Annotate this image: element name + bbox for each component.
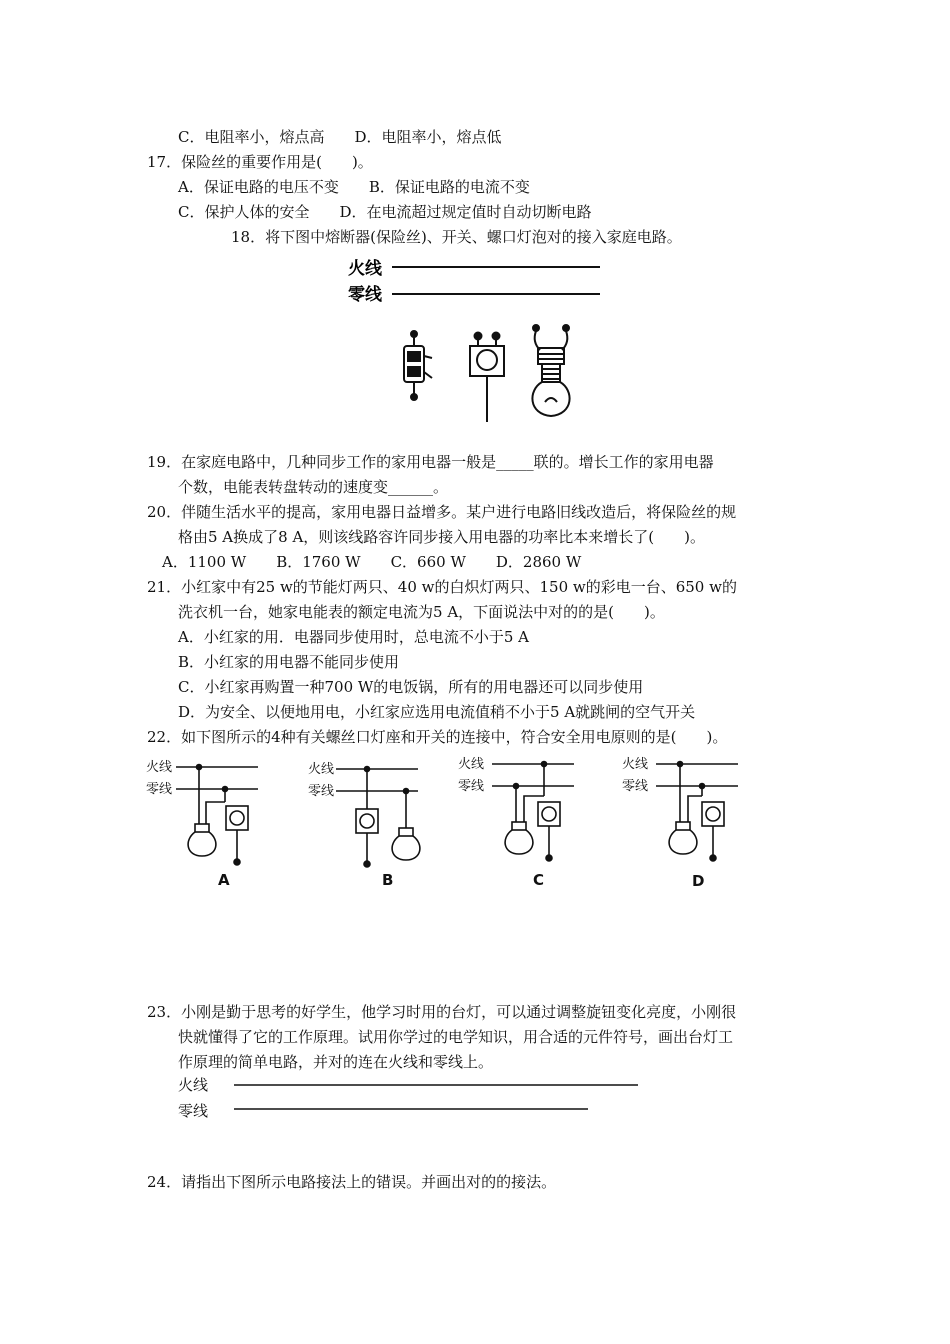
- q22-circuit-a: [146, 759, 258, 889]
- q22-a-bulb-icon: [188, 824, 216, 856]
- q24-stem: 24．请指出下图所示电路接法上的错误。并画出对的的接法。: [147, 1173, 557, 1191]
- q18-stem: 18．将下图中熔断器(保险丝)、开关、螺口灯泡对的接入家庭电路。: [231, 228, 682, 246]
- q16-options-cd: C．电阻率小，熔点高 D．电阻率小，熔点低: [178, 128, 502, 146]
- q17-stem: 17．保险丝的重要作用是( )。: [147, 153, 373, 171]
- q23-live-label: 火线: [178, 1076, 209, 1094]
- q23-line-3: 作原理的简单电路，并对的连在火线和零线上。: [178, 1053, 494, 1071]
- q23-line-1: 23．小刚是勤于思考的好学生，他学习时用的台灯，可以通过调整旋钮变化亮度，小刚很: [147, 1003, 737, 1021]
- q21-line-1: 21．小红家中有25 w的节能灯两只、40 w的白炽灯两只、150 w的彩电一台、650 w的: [147, 578, 737, 596]
- q20-line-2: 格由5 A换成了8 A，则该线路容许同步接入用电器的功率比本来增长了( )。: [178, 528, 705, 546]
- q18-live-label: 火线: [348, 259, 382, 279]
- q22-circuit-b: [308, 761, 420, 889]
- q23-figure: [170, 1070, 650, 1126]
- bulb-icon: [532, 325, 569, 416]
- q17-options-cd: C．保护人体的安全 D．在电流超过规定值时自动切断电路: [178, 203, 592, 221]
- q22-a-live-label: 火线: [146, 760, 173, 775]
- q20-line-1: 20．伴随生活水平的提高，家用电器日益增多。某户进行电路旧线改造后，将保险丝的规: [147, 503, 737, 521]
- q22-b-neutral-label: 零线: [308, 784, 335, 799]
- q18-figure: [340, 252, 620, 424]
- q22-b-live-label: 火线: [308, 762, 335, 777]
- q21-line-2: 洗衣机一台，她家电能表的额定电流为5 A，下面说法中对的的是( )。: [178, 603, 665, 621]
- q22-circuit-d: [622, 756, 738, 890]
- q23-neutral-label: 零线: [178, 1102, 209, 1120]
- q20-options: A．1100 W B．1760 W C．660 W D．2860 W: [162, 553, 582, 571]
- q19-line-1: 19．在家庭电路中，几种同步工作的家用电器一般是_____联的。增长工作的家用电器: [147, 453, 714, 471]
- q22-figure: [140, 752, 780, 898]
- q22-c-neutral-label: 零线: [458, 779, 485, 794]
- q22-b-bulb-icon: [392, 828, 420, 860]
- q22-d-neutral-label: 零线: [622, 779, 649, 794]
- q22-d-live-label: 火线: [622, 757, 649, 772]
- q21-option-b: B．小红家的用电器不能同步使用: [178, 653, 400, 671]
- q17-options-ab: A．保证电路的电压不变 B．保证电路的电流不变: [178, 178, 530, 196]
- q22-c-bulb-icon: [505, 822, 533, 854]
- q22-c-live-label: 火线: [458, 757, 485, 772]
- fuse-icon: [404, 331, 432, 400]
- q22-option-label-a: A: [218, 871, 230, 889]
- q19-line-2: 个数，电能表转盘转动的速度变______。: [178, 478, 449, 496]
- q21-option-a: A．小红家的用．电器同步使用时，总电流不小于5 A: [178, 628, 529, 646]
- q18-neutral-label: 零线: [348, 285, 382, 305]
- q21-option-d: D．为安全、以便地用电，小红家应选用电流值稍不小于5 A就跳闸的空气开关: [178, 703, 696, 721]
- q22-a-neutral-label: 零线: [146, 782, 173, 797]
- switch-icon: [470, 333, 504, 423]
- q23-line-2: 快就懂得了它的工作原理。试用你学过的电学知识，用合适的元件符号，画出台灯工: [178, 1028, 734, 1046]
- q22-stem: 22．如下图所示的4种有关螺丝口灯座和开关的连接中，符合安全用电原则的是( )。: [147, 728, 728, 746]
- q22-option-label-b: B: [382, 871, 394, 889]
- q22-d-bulb-icon: [669, 822, 697, 854]
- q22-option-label-c: C: [533, 871, 545, 889]
- q22-circuit-c: [458, 756, 574, 889]
- q22-option-label-d: D: [692, 872, 705, 890]
- q21-option-c: C．小红家再购置一种700 W的电饭锅，所有的用电器还可以同步使用: [178, 678, 644, 696]
